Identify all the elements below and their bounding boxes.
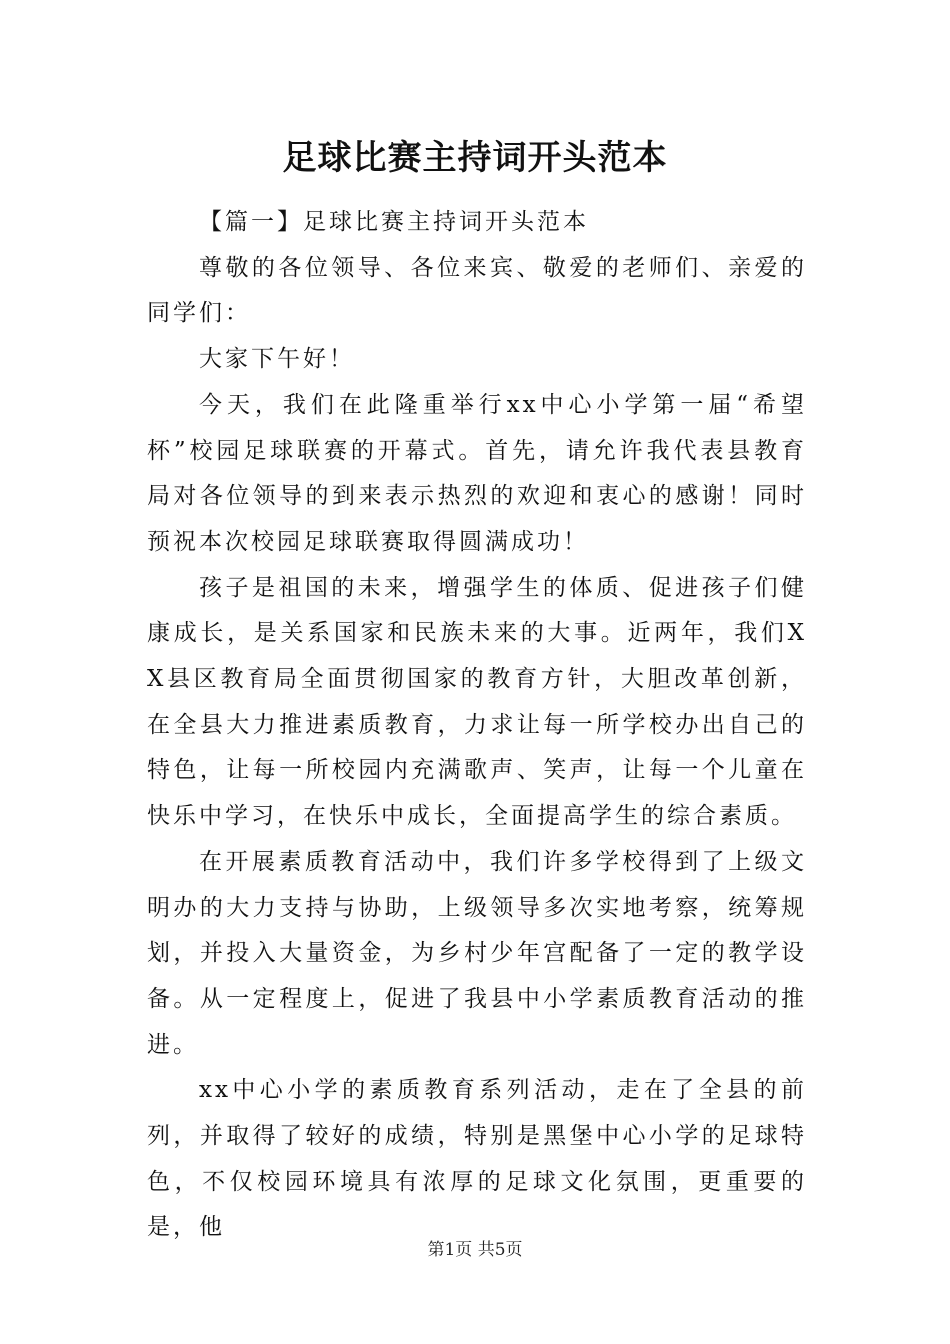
heading-paragraph: 【篇一】足球比赛主持词开头范本 — [199, 209, 589, 235]
document-title: 足球比赛主持词开头范本 — [282, 138, 668, 178]
body-paragraph: 孩子是祖国的未来，增强学生的体质、促进孩子们健康成长，是关系国家和民族未来的大事。近两年，我们XX县区教育局全面贯彻国家的教育方针，大胆改革创新，在全县大力推进素质教育，力求让每一所学校办出自己的特色，让每一所校园内充满歌声、笑声，让每一个儿童在快乐中学习，在快乐中成长，全面提高学生的综合素质。 — [147, 574, 807, 830]
body-paragraph: 今天，我们在此隆重举行xx中心小学第一届“希望杯”校园足球联赛的开幕式。首先，请允许我代表县教育局对各位领导的到来表示热烈的欢迎和衷心的感谢！同时预祝本次校园足球联赛取得圆满成功！ — [147, 391, 807, 555]
salutation-paragraph: 尊敬的各位领导、各位来宾、敬爱的老师们、亲爱的同学们： — [147, 254, 807, 327]
body-paragraph: xx中心小学的素质教育系列活动，走在了全县的前列，并取得了较好的成绩，特别是黑堡中心小学的足球特色，不仅校园环境具有浓厚的足球文化氛围，更重要的是，他 — [147, 1077, 807, 1241]
body-paragraph: 在开展素质教育活动中，我们许多学校得到了上级文明办的大力支持与协助，上级领导多次实地考察，统筹规划，并投入大量资金，为乡村少年宫配备了一定的教学设备。从一定程度上，促进了我县中小学素质教育活动的推进。 — [147, 848, 807, 1058]
page-footer: 第1页 共5页 — [427, 1240, 523, 1260]
document-body — [147, 200, 807, 1251]
greeting-paragraph: 大家下午好！ — [199, 346, 355, 373]
